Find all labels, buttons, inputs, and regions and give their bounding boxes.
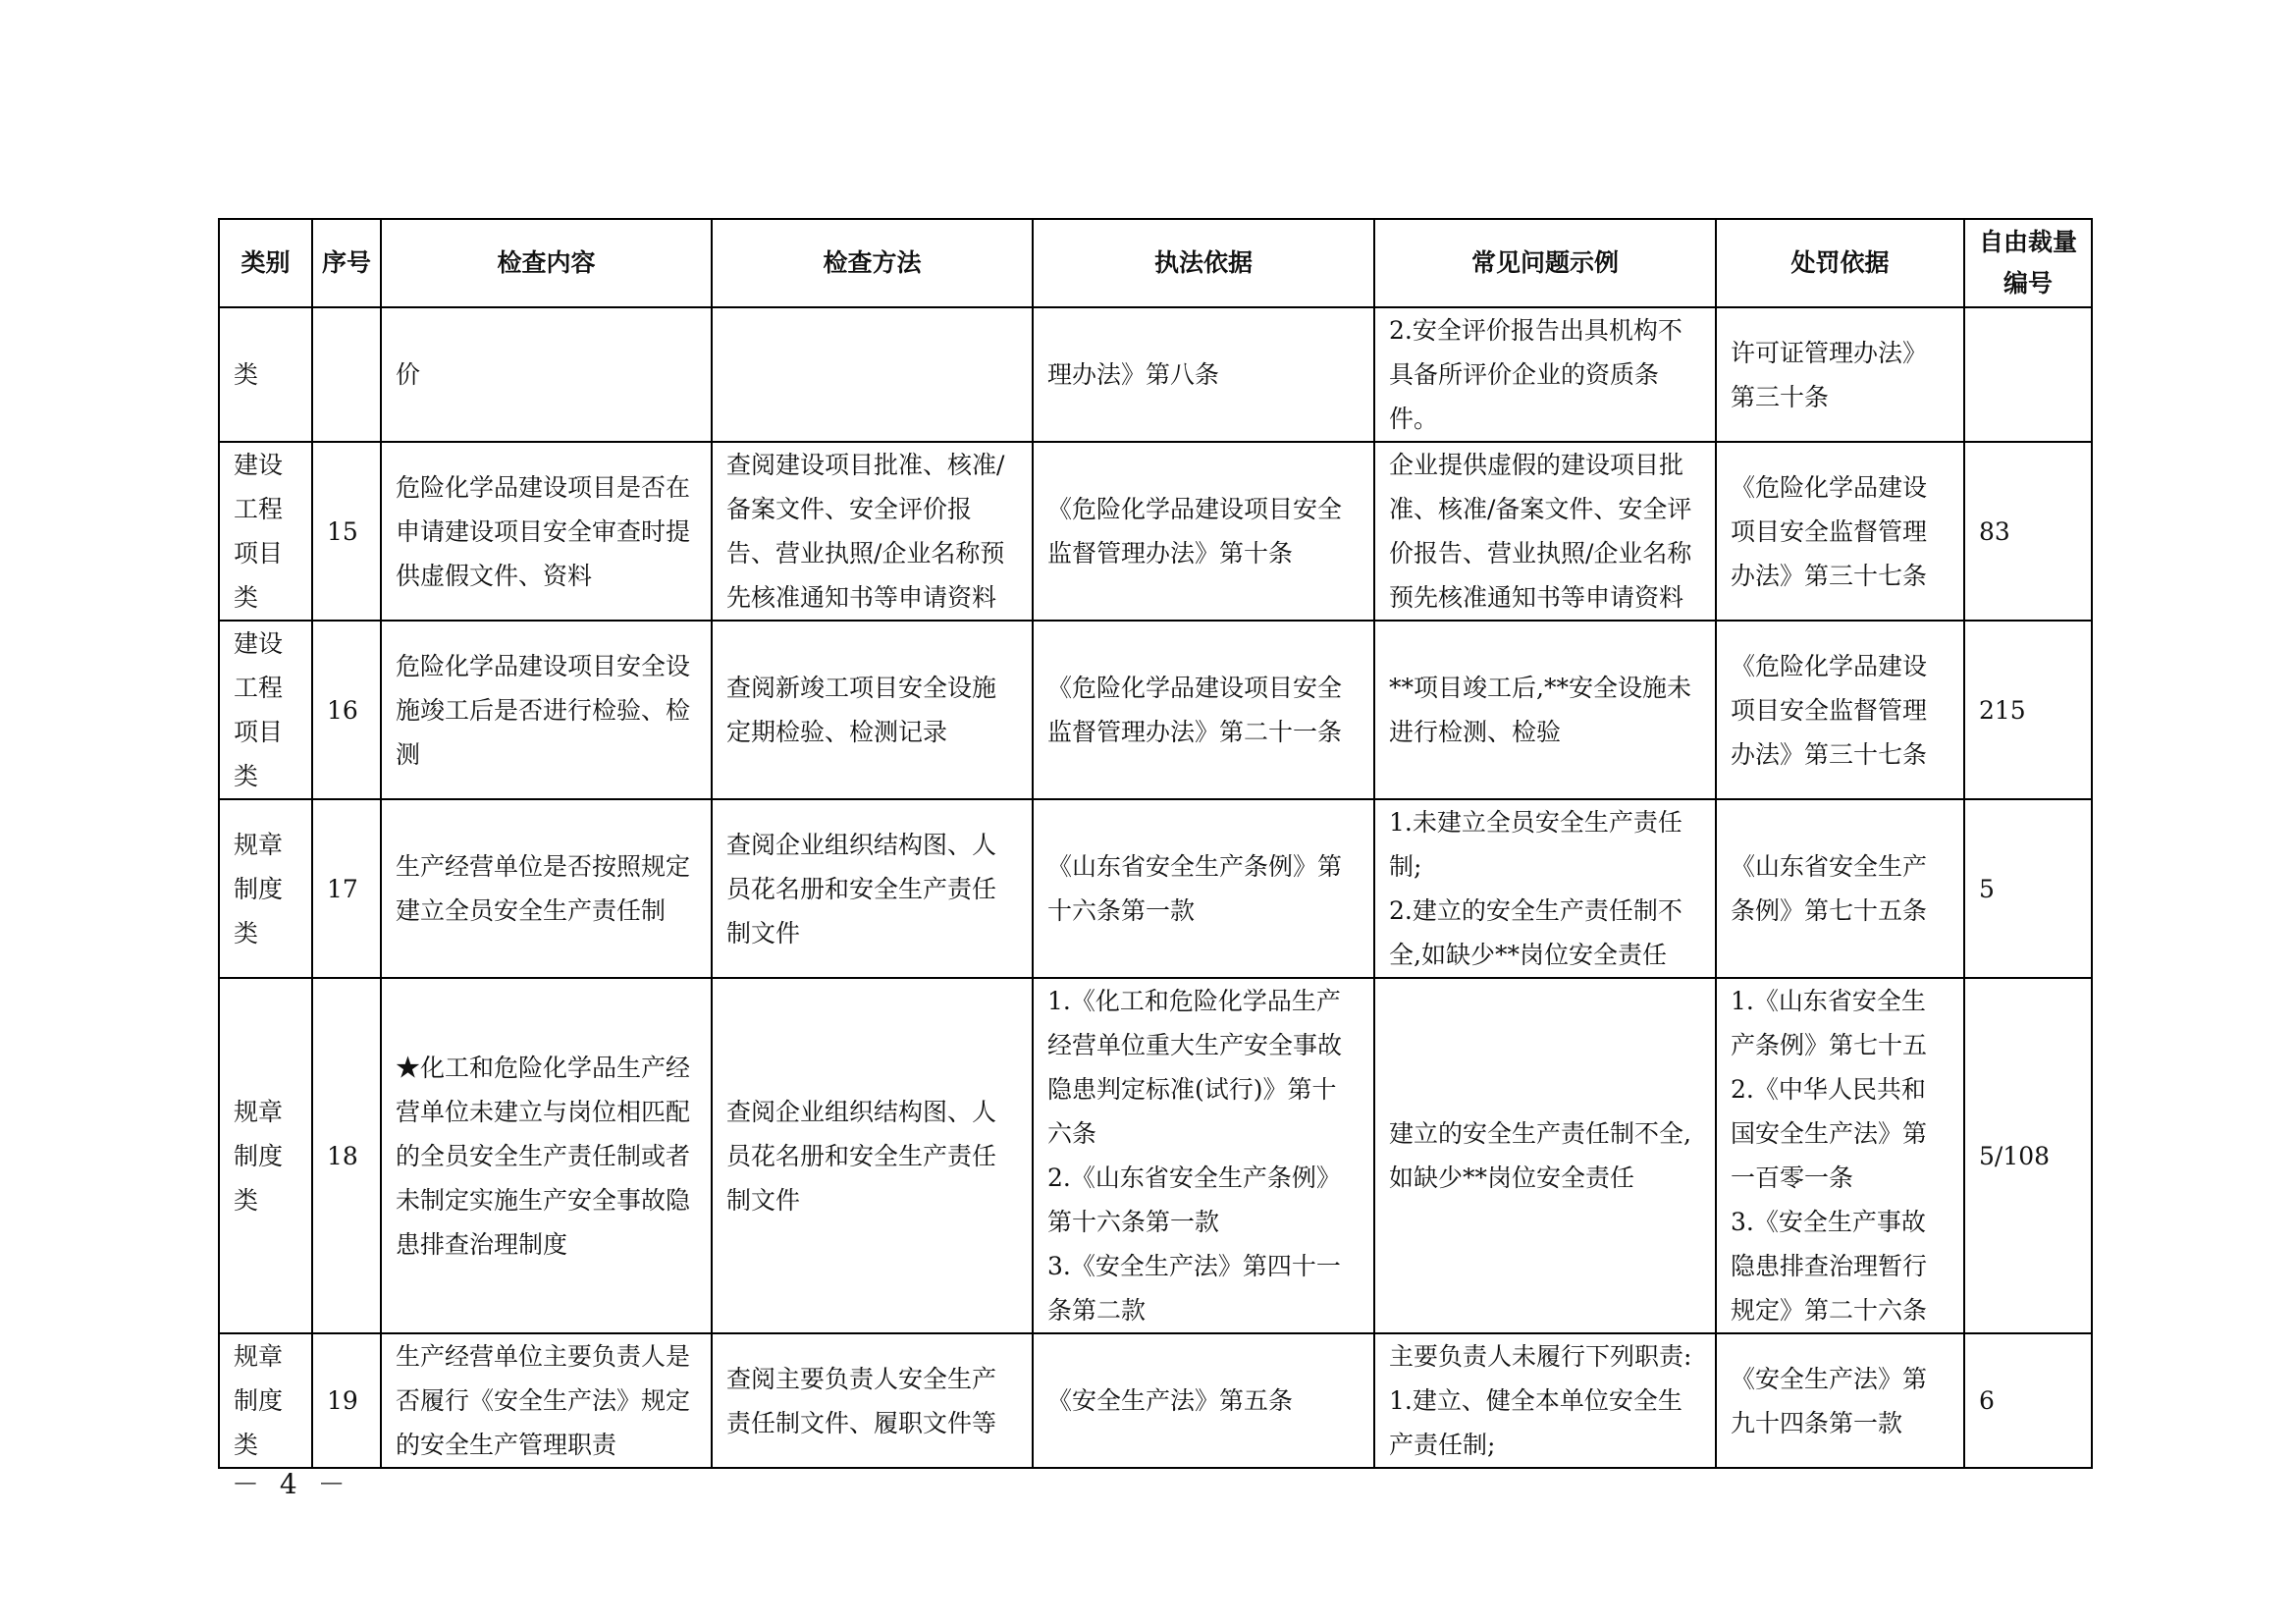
table-row — [219, 307, 2092, 442]
cell-category: 类 — [219, 307, 312, 442]
cell-category: 规章制度类 — [219, 1333, 312, 1468]
cell-penalty — [1716, 978, 1964, 1333]
cell-category: 建设工程项目类 — [219, 621, 312, 799]
inspection-table — [218, 218, 2093, 1469]
cell-content: 价 — [381, 307, 712, 442]
basis-line: 1.《化工和危险化学品生产经营单位重大生产安全事故隐患判定标准(试行)》第十六条 — [1047, 987, 1343, 1148]
cell-problems — [1374, 799, 1716, 978]
cell-problems: 2.安全评价报告出具机构不具备所评价企业的资质条件。 — [1374, 307, 1716, 442]
cell-penalty: 许可证管理办法》第三十条 — [1716, 307, 1964, 442]
cell-no — [312, 307, 381, 442]
basis-line: 3.《安全生产法》第四十一条第二款 — [1047, 1252, 1341, 1325]
cell-no: 16 — [312, 621, 381, 799]
cell-content: 危险化学品建设项目安全设施竣工后是否进行检验、检测 — [381, 621, 712, 799]
cell-basis: 《危险化学品建设项目安全监督管理办法》第十条 — [1033, 442, 1374, 621]
cell-no: 15 — [312, 442, 381, 621]
table-row — [219, 442, 2092, 621]
cell-basis — [1033, 978, 1374, 1333]
header-category: 类别 — [219, 219, 312, 307]
cell-code: 6 — [1964, 1333, 2092, 1468]
table-row — [219, 621, 2092, 799]
cell-content: 生产经营单位主要负责人是否履行《安全生产法》规定的安全生产管理职责 — [381, 1333, 712, 1468]
table-row — [219, 799, 2092, 978]
penalty-line: 3.《安全生产事故隐患排查治理暂行规定》第二十六条 — [1731, 1208, 1928, 1325]
cell-method: 查阅新竣工项目安全设施定期检验、检测记录 — [712, 621, 1033, 799]
basis-line: 2.《山东省安全生产条例》第十六条第一款 — [1047, 1164, 1341, 1236]
problem-line: 主要负责人未履行下列职责: — [1389, 1342, 1692, 1371]
cell-basis: 《山东省安全生产条例》第十六条第一款 — [1033, 799, 1374, 978]
cell-code: 215 — [1964, 621, 2092, 799]
cell-code: 83 — [1964, 442, 2092, 621]
page-number: － 4 － — [232, 1468, 351, 1500]
cell-penalty: 《山东省安全生产条例》第七十五条 — [1716, 799, 1964, 978]
cell-code: 5 — [1964, 799, 2092, 978]
problem-line: 1.建立、健全本单位安全生产责任制; — [1389, 1386, 1682, 1459]
cell-content: 危险化学品建设项目是否在申请建设项目安全审查时提供虚假文件、资料 — [381, 442, 712, 621]
header-no: 序号 — [312, 219, 381, 307]
cell-category: 规章制度类 — [219, 978, 312, 1333]
cell-no: 17 — [312, 799, 381, 978]
penalty-line: 1.《山东省安全生产条例》第七十五 — [1731, 987, 1928, 1059]
cell-no: 19 — [312, 1333, 381, 1468]
header-problems: 常见问题示例 — [1374, 219, 1716, 307]
cell-method: 查阅主要负责人安全生产责任制文件、履职文件等 — [712, 1333, 1033, 1468]
cell-basis: 《安全生产法》第五条 — [1033, 1333, 1374, 1468]
cell-code: 5/108 — [1964, 978, 2092, 1333]
cell-method: 查阅企业组织结构图、人员花名册和安全生产责任制文件 — [712, 799, 1033, 978]
cell-no: 18 — [312, 978, 381, 1333]
header-content: 检查内容 — [381, 219, 712, 307]
cell-method: 查阅建设项目批准、核准/备案文件、安全评价报告、营业执照/企业名称预先核准通知书等申请资料 — [712, 442, 1033, 621]
penalty-line: 2.《中华人民共和国安全生产法》第一百零一条 — [1731, 1075, 1928, 1192]
cell-penalty: 《安全生产法》第九十四条第一款 — [1716, 1333, 1964, 1468]
cell-basis: 《危险化学品建设项目安全监督管理办法》第二十一条 — [1033, 621, 1374, 799]
problem-line: 2.建立的安全生产责任制不全,如缺少**岗位安全责任 — [1389, 896, 1682, 969]
header-method: 检查方法 — [712, 219, 1033, 307]
cell-penalty: 《危险化学品建设项目安全监督管理办法》第三十七条 — [1716, 442, 1964, 621]
table-header-row — [219, 219, 2092, 307]
cell-problems — [1374, 1333, 1716, 1468]
cell-basis: 理办法》第八条 — [1033, 307, 1374, 442]
header-penalty: 处罚依据 — [1716, 219, 1964, 307]
table-row — [219, 1333, 2092, 1468]
cell-problems: **项目竣工后,**安全设施未进行检测、检验 — [1374, 621, 1716, 799]
cell-content: 生产经营单位是否按照规定建立全员安全生产责任制 — [381, 799, 712, 978]
cell-content: ★化工和危险化学品生产经营单位未建立与岗位相匹配的全员安全生产责任制或者未制定实施生产安全事故隐患排查治理制度 — [381, 978, 712, 1333]
cell-problems: 建立的安全生产责任制不全,如缺少**岗位安全责任 — [1374, 978, 1716, 1333]
cell-category: 建设工程项目类 — [219, 442, 312, 621]
header-code: 自由裁量编号 — [1964, 219, 2092, 307]
header-basis: 执法依据 — [1033, 219, 1374, 307]
cell-problems: 企业提供虚假的建设项目批准、核准/备案文件、安全评价报告、营业执照/企业名称预先核准通知书等申请资料 — [1374, 442, 1716, 621]
cell-category: 规章制度类 — [219, 799, 312, 978]
table-row — [219, 978, 2092, 1333]
cell-method: 查阅企业组织结构图、人员花名册和安全生产责任制文件 — [712, 978, 1033, 1333]
cell-code — [1964, 307, 2092, 442]
cell-penalty: 《危险化学品建设项目安全监督管理办法》第三十七条 — [1716, 621, 1964, 799]
problem-line: 1.未建立全员安全生产责任制; — [1389, 808, 1682, 881]
cell-method — [712, 307, 1033, 442]
